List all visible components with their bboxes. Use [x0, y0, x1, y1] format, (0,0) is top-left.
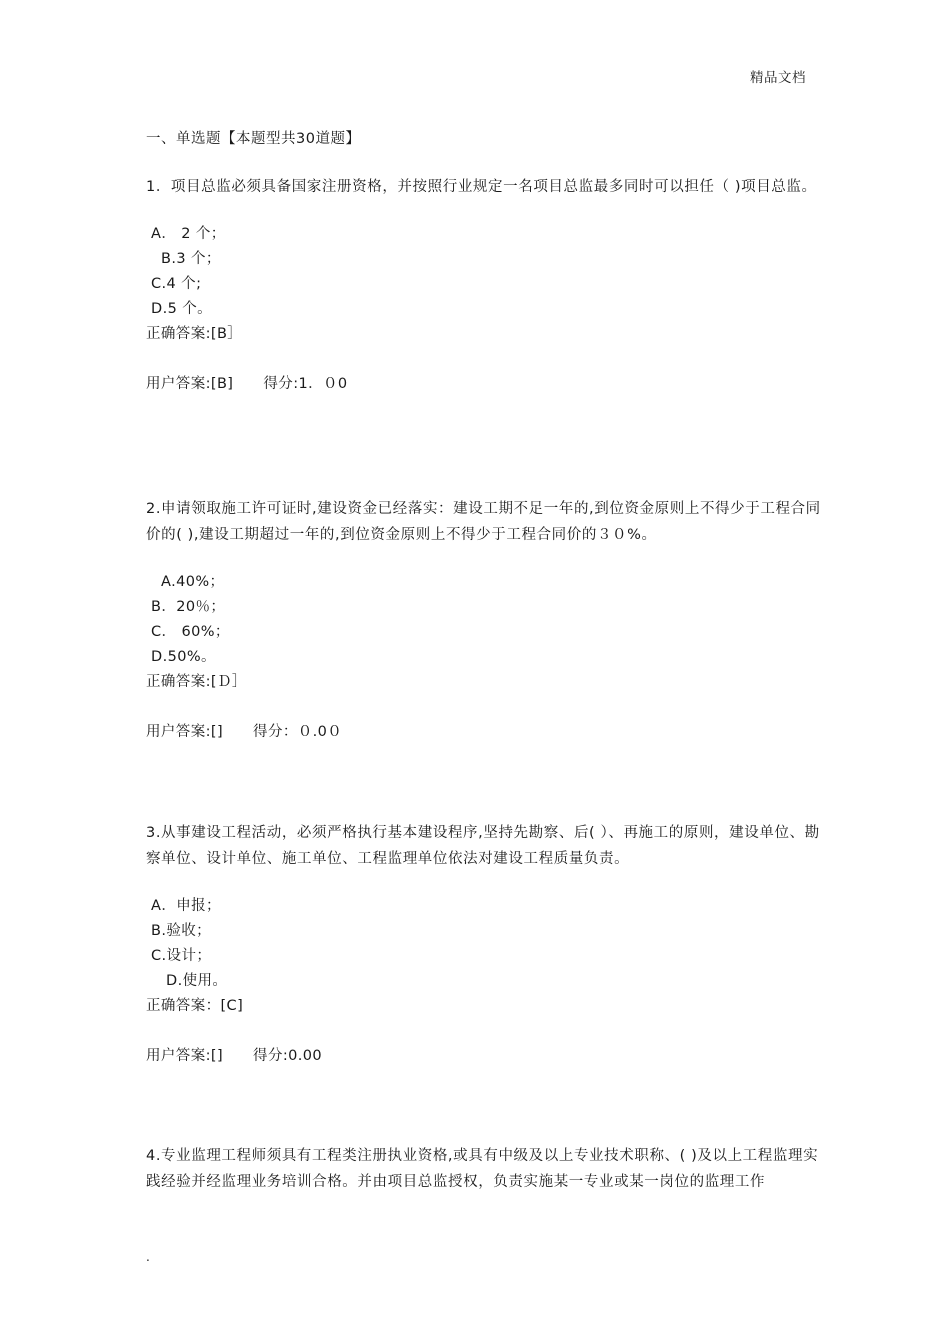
footer-mark: . [146, 1250, 150, 1264]
option-d: D.5 个。 [146, 301, 213, 317]
question-4 [146, 1143, 822, 1195]
option-a: A． 2 个； [146, 226, 226, 242]
option-list [146, 894, 822, 994]
option-b: B.验收； [146, 923, 212, 939]
question-text: 4.专业监理工程师须具有工程类注册执业资格,或具有中级及以上专业技术职称、( )及以上工程监理实践经验并经监理业务培训合格。并由项目总监授权，负责实施某一专业或某一岗位的监理工作 [146, 1148, 819, 1190]
option-b: B．20％； [146, 599, 226, 615]
question-1 [146, 174, 822, 397]
correct-answer: 正确答案：[C] [146, 998, 244, 1014]
section-title: 一、单选题【本题型共30道题】 [146, 131, 361, 147]
question-text: 1．项目总监必须具备国家注册资格，并按照行业规定一名项目总监最多同时可以担任（ )项目总监。 [146, 179, 817, 195]
option-c: C． 60%； [146, 624, 230, 640]
question-text: 2.申请领取施工许可证时,建设资金已经落实：建设工期不足一年的,到位资金原则上不得少于工程合同价的( ),建设工期超过一年的,到位资金原则上不得少于工程合同价的３０%。 [146, 501, 821, 543]
option-list [146, 222, 822, 322]
option-c: C.4 个; [146, 276, 202, 292]
option-list [146, 570, 822, 670]
question-text: 3.从事建设工程活动，必须严格执行基本建设程序,坚持先勘察、后( ）、再施工的原则，建设单位、勘察单位、设计单位、施工单位、工程监理单位依法对建设工程质量负责。 [146, 825, 820, 867]
correct-answer: 正确答案:[B］ [146, 326, 243, 342]
option-a: A．申报； [146, 898, 221, 914]
option-c: C.设计； [146, 948, 212, 964]
correct-answer: 正确答案:[Ｄ］ [146, 674, 247, 690]
option-b: B.3 个； [146, 251, 221, 267]
option-a: A.40%； [146, 574, 225, 590]
user-answer-score: 用户答案:[] 得分:0.00 [146, 1048, 323, 1064]
page-header-label: 精品文档 [750, 70, 806, 86]
question-2 [146, 496, 822, 745]
question-3 [146, 820, 822, 1069]
option-d: D.50%。 [146, 649, 216, 665]
option-d: D.使用。 [146, 973, 228, 989]
user-answer-score: 用户答案:[] 得分：０.0０ [146, 724, 343, 740]
user-answer-score: 用户答案:[B] 得分:1．０0 [146, 376, 348, 392]
